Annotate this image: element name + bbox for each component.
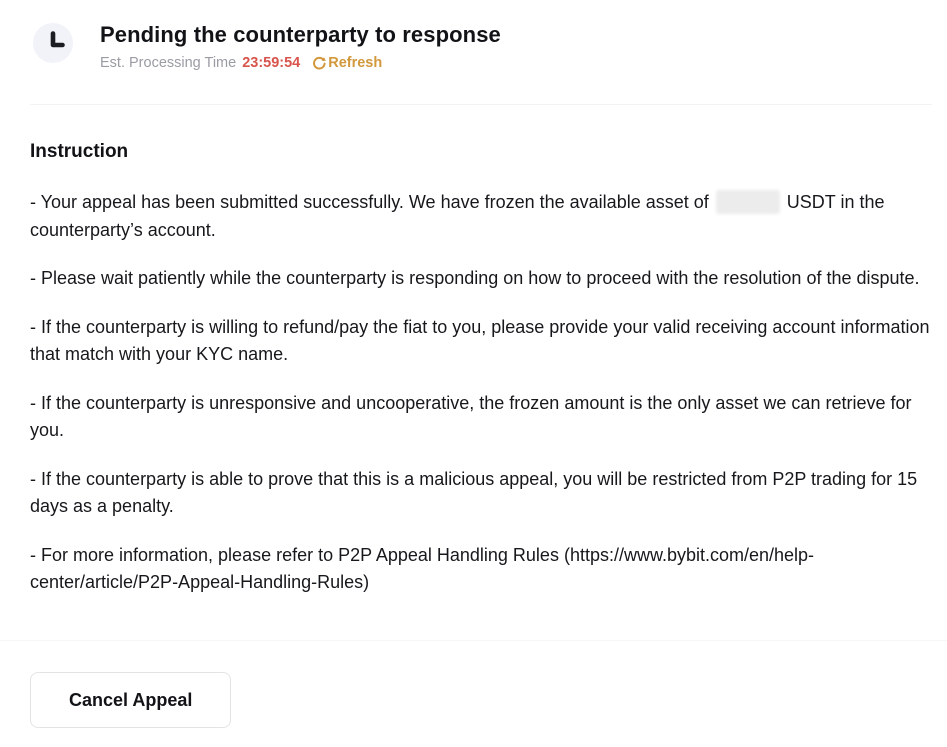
header-text <box>100 21 501 72</box>
frozen-asset-text-after: USDT in the counterparty’s account. <box>30 192 885 240</box>
page-title: Pending the counterparty to response <box>100 22 501 47</box>
refresh-icon <box>312 56 326 70</box>
cancel-appeal-button[interactable]: Cancel Appeal <box>30 672 231 728</box>
countdown-timer: 23:59:54 <box>242 55 301 71</box>
instruction-section <box>0 141 947 597</box>
header-divider <box>30 104 932 105</box>
footer-divider <box>0 640 947 641</box>
instruction-item-wait-patiently: - Please wait patiently while the counterparty is responding on how to proceed with the resolution of the dispute. <box>30 268 920 288</box>
instruction-item-refund-info: - If the counterparty is willing to refund/pay the fiat to you, please provide your valid receiving account information that match with your KYC name. <box>30 316 930 364</box>
redacted-amount <box>716 190 780 214</box>
refresh-label: Refresh <box>328 55 383 71</box>
processing-time-label: Est. Processing Time <box>100 55 237 71</box>
refresh-button[interactable] <box>312 55 382 71</box>
processing-time-row <box>100 54 501 72</box>
clock-icon <box>33 23 73 63</box>
instruction-item-frozen-asset <box>30 189 935 244</box>
instruction-item-more-information: - For more information, please refer to P2P Appeal Handling Rules (https://www.bybit.com/en/help-center/article/P2P-Appeal-Handling-Rules) <box>30 544 815 592</box>
instruction-item-malicious-appeal: - If the counterparty is able to prove that this is a malicious appeal, you will be restricted from P2P trading for 15 days as a penalty. <box>30 468 918 516</box>
frozen-asset-text-before: - Your appeal has been submitted successfully. We have frozen the available asset of <box>30 192 709 212</box>
instruction-heading: Instruction <box>30 141 129 162</box>
appeal-header <box>0 0 947 72</box>
instruction-item-unresponsive: - If the counterparty is unresponsive and uncooperative, the frozen amount is the only asset we can retrieve for you. <box>30 392 912 440</box>
